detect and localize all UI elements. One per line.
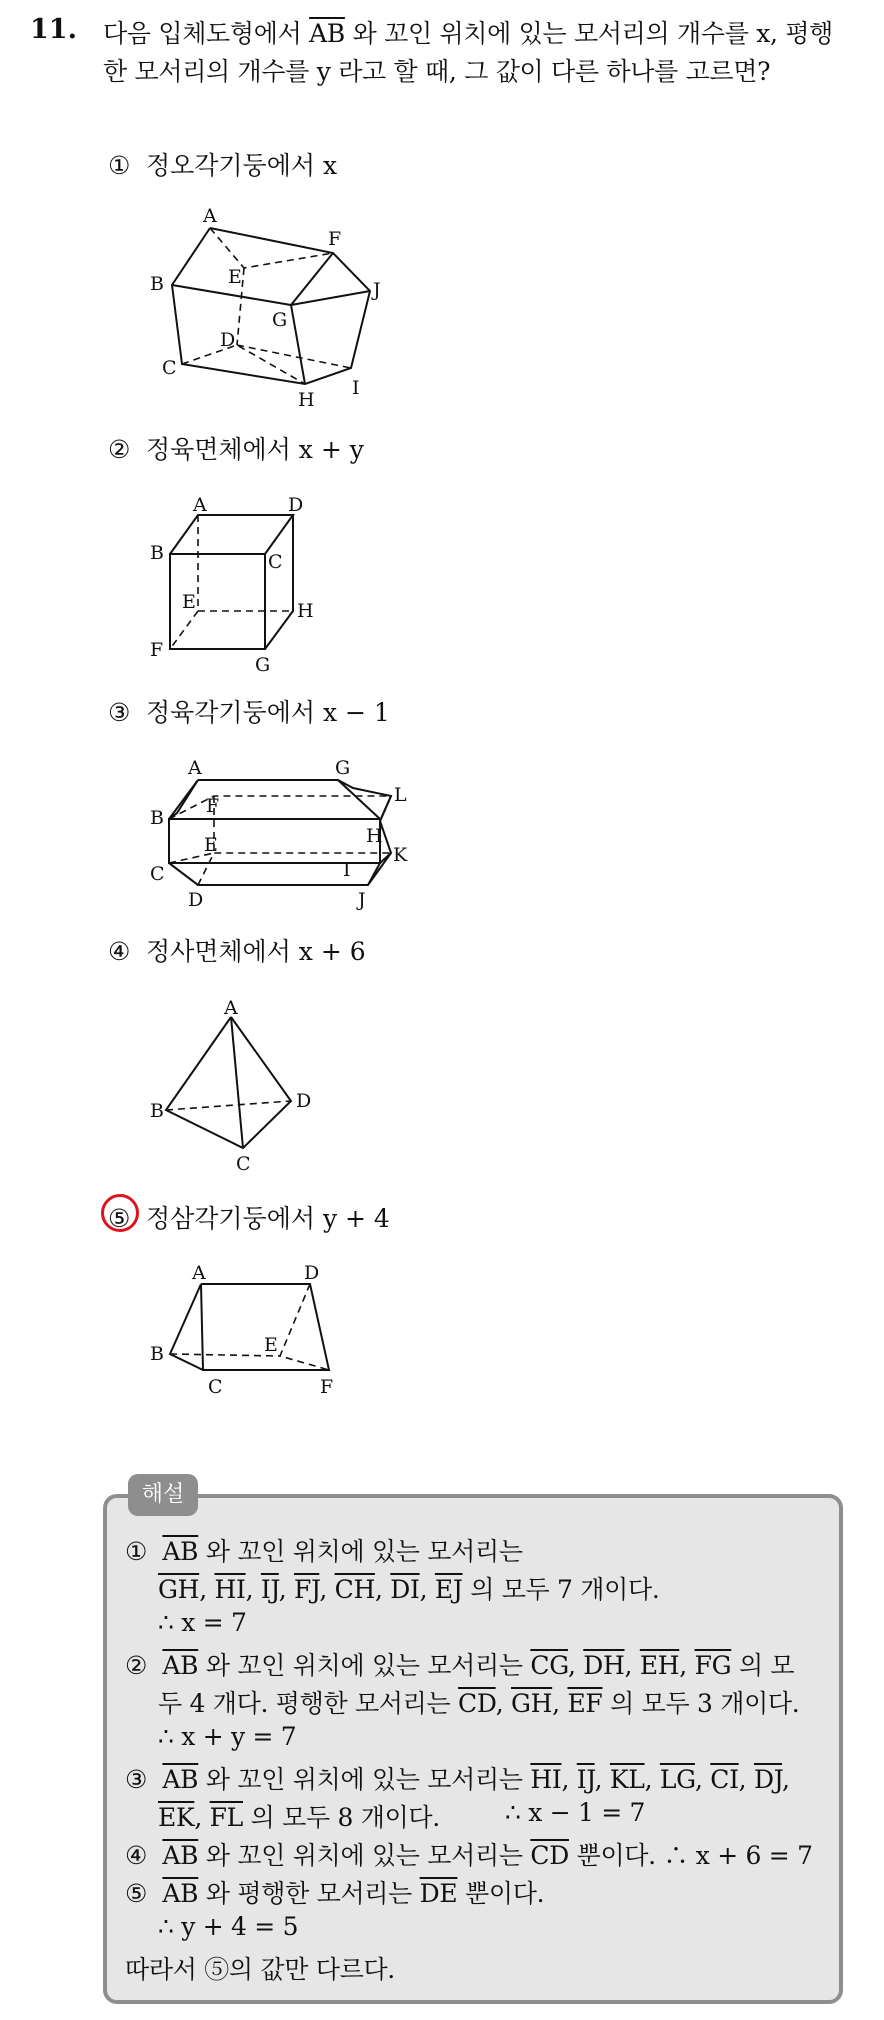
solution-text: 와 꼬인 위치에 있는 모서리는 <box>205 1651 523 1680</box>
vertex-label: B <box>150 1343 164 1365</box>
choice-mark: ④ <box>108 937 131 966</box>
step-mark: ③ <box>125 1765 148 1794</box>
solution-line-7: ③ $\overline{AB}$ 와 꼬인 위치에 있는 모서리는 $\overline{HI}$, $\overline{IJ}$, $\overline{KL}$, $\overline{LG}$, $\overline{CI}$, $\overline{DJ}$, <box>125 1765 790 1794</box>
vertex-label: G <box>255 654 271 676</box>
solution-text: 뿐이다. <box>465 1879 545 1908</box>
vertex-label: D <box>188 889 204 911</box>
solution-line-8-result: ∴ x − 1 = 7 <box>505 1798 646 1827</box>
question-line-2: 한 모서리의 개수를 y 라고 할 때, 그 값이 다른 하나를 고르면? <box>103 57 771 86</box>
vertex-label: E <box>182 591 196 613</box>
segment: $\overline{KL}$ <box>609 1765 645 1794</box>
vertex-label: B <box>150 1100 164 1122</box>
solution-line-8: $\overline{EK}$, $\overline{FL}$ 의 모두 8 개이다. <box>158 1803 440 1832</box>
pentagonal-prism-figure <box>140 200 400 410</box>
solution-line-10 <box>125 1874 544 1910</box>
solution-text: 의 모두 7 개이다. <box>470 1575 660 1604</box>
step-mark: ② <box>125 1651 148 1680</box>
solution-text: 의 모두 3 개이다. <box>610 1689 800 1718</box>
segment: $\overline{EJ}$ <box>434 1575 463 1604</box>
segment: $\overline{HI}$ <box>530 1765 562 1794</box>
vertex-label: H <box>298 389 315 411</box>
vertex-label: A <box>203 205 217 227</box>
question-line-1 <box>103 14 833 50</box>
vertex-label: A <box>188 757 202 779</box>
segment: $\overline{LG}$ <box>659 1765 695 1794</box>
choice-5[interactable] <box>108 1199 390 1235</box>
solution-line-9 <box>125 1836 813 1872</box>
vertex-label: I <box>352 377 360 399</box>
solution-line-5: 두 4 개다. 평행한 모서리는 $\overline{CD}$, $\overline{GH}$, $\overline{EF}$ 의 모두 3 개이다. <box>158 1689 800 1718</box>
segment: $\overline{AB}$ <box>162 1765 199 1794</box>
segment: $\overline{DJ}$ <box>753 1765 782 1794</box>
segment: $\overline{FL}$ <box>209 1803 243 1832</box>
question-text: 와 꼬인 위치에 있는 모서리의 개수를 x, 평행 <box>352 19 834 48</box>
vertex-label: A <box>192 1262 206 1284</box>
vertex-label: B <box>150 273 164 295</box>
vertex-label: A <box>224 997 238 1019</box>
vertex-label: C <box>268 551 283 573</box>
vertex-label: K <box>393 844 408 866</box>
choice-text: 정오각기둥에서 x <box>145 151 338 180</box>
vertex-label: E <box>228 266 242 288</box>
solution-conclusion: 따라서 ⑤의 값만 다르다. <box>125 1955 395 1984</box>
solution-line-4: ② $\overline{AB}$ 와 꼬인 위치에 있는 모서리는 $\overline{CG}$, $\overline{DH}$, $\overline{EH}$, $\overline{FG}$ 의 모 <box>125 1651 795 1680</box>
solution-text: 와 평행한 모서리는 <box>205 1879 413 1908</box>
choice-text: 정사면체에서 x + 6 <box>145 937 366 966</box>
vertex-label: H <box>366 825 383 847</box>
segment: $\overline{DE}$ <box>419 1879 458 1908</box>
segment: $\overline{CD}$ <box>458 1689 496 1718</box>
segment: $\overline{CG}$ <box>530 1651 568 1680</box>
solution-line-1 <box>125 1532 523 1568</box>
vertex-label: E <box>204 834 218 856</box>
solution-text: 의 모 <box>738 1651 795 1680</box>
segment: $\overline{AB}$ <box>162 1841 199 1870</box>
solution-text: 와 꼬인 위치에 있는 모서리는 <box>205 1765 523 1794</box>
vertex-label: B <box>150 807 164 829</box>
solution-text: 의 모두 8 개이다. <box>250 1803 440 1832</box>
segment-ab: $\overline{AB}$ <box>309 19 345 48</box>
vertex-label: F <box>328 228 342 250</box>
choice-text: 정육면체에서 x + y <box>145 435 364 464</box>
cube-figure <box>140 490 340 680</box>
solution-line-2: $\overline{GH}$, $\overline{HI}$, $\overline{IJ}$, $\overline{FJ}$, $\overline{CH}$, $\overline{DI}$, $\overline{EJ}$ 의 모두 7 개이다. <box>158 1575 660 1604</box>
segment: $\overline{HI}$ <box>214 1575 246 1604</box>
vertex-label: D <box>288 494 304 516</box>
segment: $\overline{EH}$ <box>639 1651 680 1680</box>
solution-line-6: ∴ x + y = 7 <box>158 1722 297 1751</box>
tetrahedron-figure <box>140 990 340 1180</box>
vertex-label: G <box>335 757 351 779</box>
choice-3[interactable] <box>108 693 390 729</box>
vertex-label: F <box>320 1376 334 1398</box>
solution-line-3: ∴ x = 7 <box>158 1608 247 1637</box>
choice-1[interactable] <box>108 146 337 182</box>
vertex-label: C <box>208 1376 223 1398</box>
vertex-label: F <box>150 639 164 661</box>
step-mark: ④ <box>125 1841 148 1870</box>
vertex-label: D <box>296 1090 312 1112</box>
segment: $\overline{IJ}$ <box>260 1575 279 1604</box>
solution-tag: 해설 <box>128 1474 198 1516</box>
vertex-label: I <box>343 859 351 881</box>
segment: $\overline{AB}$ <box>162 1651 199 1680</box>
vertex-label: L <box>394 784 407 806</box>
segment: $\overline{EF}$ <box>567 1689 603 1718</box>
segment: $\overline{FG}$ <box>694 1651 732 1680</box>
vertex-label: E <box>264 1334 278 1356</box>
vertex-label: D <box>304 1262 320 1284</box>
choice-mark: ⑤ <box>108 1204 131 1233</box>
segment: $\overline{FJ}$ <box>294 1575 320 1604</box>
solution-text: 와 꼬인 위치에 있는 모서리는 <box>205 1841 523 1870</box>
vertex-label: C <box>236 1153 251 1175</box>
choice-mark: ① <box>108 151 131 180</box>
choice-4[interactable] <box>108 932 366 968</box>
choice-text: 정육각기둥에서 x − 1 <box>145 698 390 727</box>
vertex-label: F <box>206 795 220 817</box>
segment: $\overline{CH}$ <box>334 1575 375 1604</box>
vertex-label: J <box>358 889 366 911</box>
vertex-label: J <box>373 279 381 301</box>
segment: $\overline{EK}$ <box>158 1803 195 1832</box>
segment: $\overline{DI}$ <box>390 1575 420 1604</box>
vertex-label: A <box>193 494 207 516</box>
choice-text: 정삼각기둥에서 y + 4 <box>145 1204 390 1233</box>
choice-2[interactable] <box>108 430 364 466</box>
segment: $\overline{AB}$ <box>162 1537 199 1566</box>
solution-text: 와 꼬인 위치에 있는 모서리는 <box>205 1537 523 1566</box>
choice-mark: ② <box>108 435 131 464</box>
step-mark: ⑤ <box>125 1879 148 1908</box>
choice-mark: ③ <box>108 698 131 727</box>
vertex-label: C <box>162 357 177 379</box>
segment: $\overline{DH}$ <box>583 1651 625 1680</box>
segment: $\overline{GH}$ <box>510 1689 553 1718</box>
vertex-label: C <box>150 863 165 885</box>
vertex-label: D <box>220 329 236 351</box>
solution-text: 뿐이다. ∴ x + 6 = 7 <box>576 1841 813 1870</box>
question-number: 11. <box>30 14 77 45</box>
segment: $\overline{IJ}$ <box>576 1765 595 1794</box>
hexagonal-prism-figure <box>140 750 408 920</box>
segment: $\overline{CD}$ <box>530 1841 569 1870</box>
solution-text: 두 4 개다. 평행한 모서리는 <box>158 1689 451 1718</box>
vertex-label: H <box>297 600 314 622</box>
segment: $\overline{AB}$ <box>162 1879 199 1908</box>
vertex-label: G <box>272 309 288 331</box>
vertex-label: B <box>150 542 164 564</box>
question-text: 다음 입체도형에서 <box>103 19 302 48</box>
solution-line-11: ∴ y + 4 = 5 <box>158 1912 299 1941</box>
segment: $\overline{GH}$ <box>158 1575 200 1604</box>
step-mark: ① <box>125 1537 148 1566</box>
triangular-prism-figure <box>140 1255 360 1405</box>
segment: $\overline{CI}$ <box>710 1765 739 1794</box>
